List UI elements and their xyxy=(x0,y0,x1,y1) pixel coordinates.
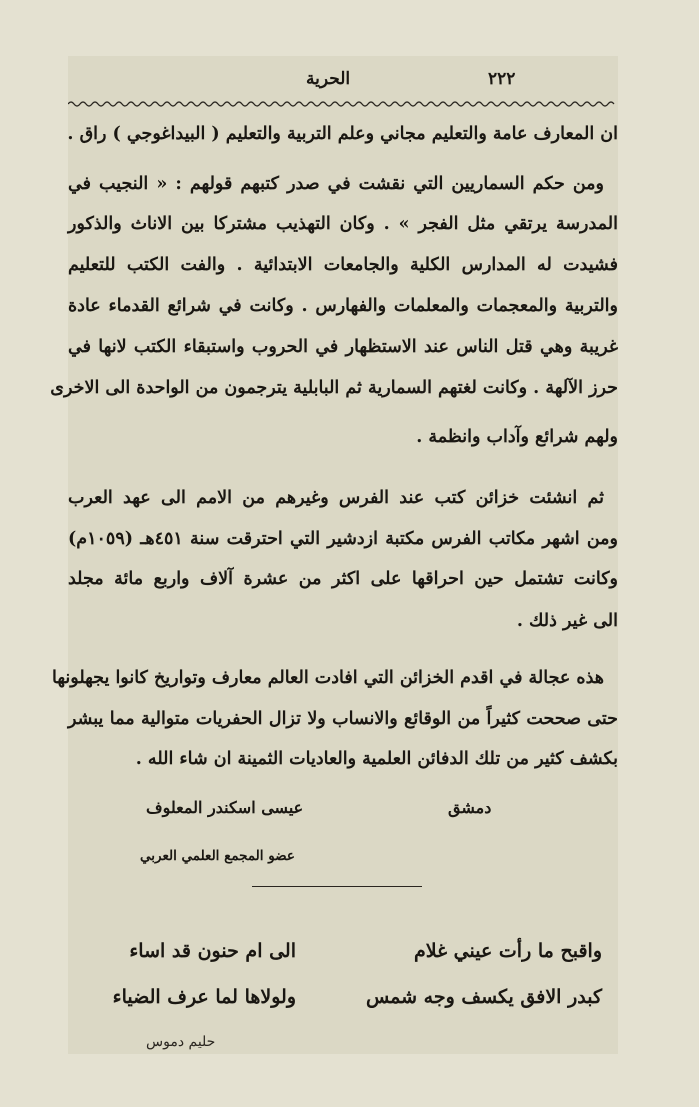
verse-hemistich: واقبح ما رأت عيني غلام xyxy=(414,940,602,962)
book-page xyxy=(50,56,618,1054)
wavy-header-rule xyxy=(68,100,618,108)
body-line: فشيدت له المدارس الكلية والجامعات الابتدائية . والفت الكتب للتعليم xyxy=(68,255,618,275)
signature-role: عضو المجمع العلمي العربي xyxy=(140,848,295,864)
body-line: الى غير ذلك . xyxy=(516,611,618,631)
page-number: ٢٢٢ xyxy=(488,69,516,89)
body-line: بكشف كثير من تلك الدفائن العلمية والعاديات الثمينة ان شاء الله . xyxy=(135,749,618,769)
section-divider xyxy=(252,886,422,887)
verse-hemistich: ولولاها لما عرف الضياء xyxy=(112,986,296,1008)
body-line: ثم انشئت خزائن كتب عند الفرس وغيرهم من الامم الى عهد العرب xyxy=(68,488,604,508)
body-line: المدرسة يرتقي مثل الفجر » . وكان التهذيب مشتركا بين الاناث والذكور xyxy=(68,214,618,234)
body-line: هذه عجالة في اقدم الخزائن التي افادت العالم معارف وتواريخ كانوا يجهلونها xyxy=(52,668,604,688)
verse-hemistich: الى ام حنون قد اساء xyxy=(129,940,296,962)
handwritten-poet-name: حليم دموس xyxy=(146,1034,216,1050)
body-line: ولهم شرائع وآداب وانظمة . xyxy=(416,427,618,447)
body-line: ان المعارف عامة والتعليم مجاني وعلم التربية والتعليم ( البيداغوجي ) راق . xyxy=(67,124,618,144)
signature-place: دمشق xyxy=(448,798,492,817)
body-line: وكانت تشتمل حين احراقها على اكثر من عشرة آلاف واربع مائة مجلد xyxy=(68,569,618,589)
body-line: والتربية والمعجمات والمعلمات والفهارس . وكانت في شرائع القدماء عادة xyxy=(68,296,618,316)
body-line: ومن اشهر مكاتب الفرس مكتبة ازدشير التي احترقت سنة ٤٥١هـ (١٠٥٩م) xyxy=(68,529,618,549)
signature-name: عيسى اسكندر المعلوف xyxy=(146,798,304,817)
body-line: حتى صححت كثيراً من الوقائع والانساب ولا تزال الحفريات متوالية مما يبشر xyxy=(68,709,618,729)
running-title: الحرية xyxy=(306,69,351,89)
body-line: ومن حكم السماريين التي نقشت في صدر كتبهم قولهم : « النجيب في xyxy=(68,174,604,194)
body-line: غريبة وهي قتل الناس عند الاستظهار في الحروب واستبقاء الكتب لانها في xyxy=(68,337,618,357)
verse-hemistich: كبدر الافق يكسف وجه شمس xyxy=(365,986,602,1008)
body-line: حرز الآلهة . وكانت لغتهم السمارية ثم البابلية يترجمون من الواحدة الى الاخرى xyxy=(50,378,618,398)
page-header xyxy=(68,56,618,106)
